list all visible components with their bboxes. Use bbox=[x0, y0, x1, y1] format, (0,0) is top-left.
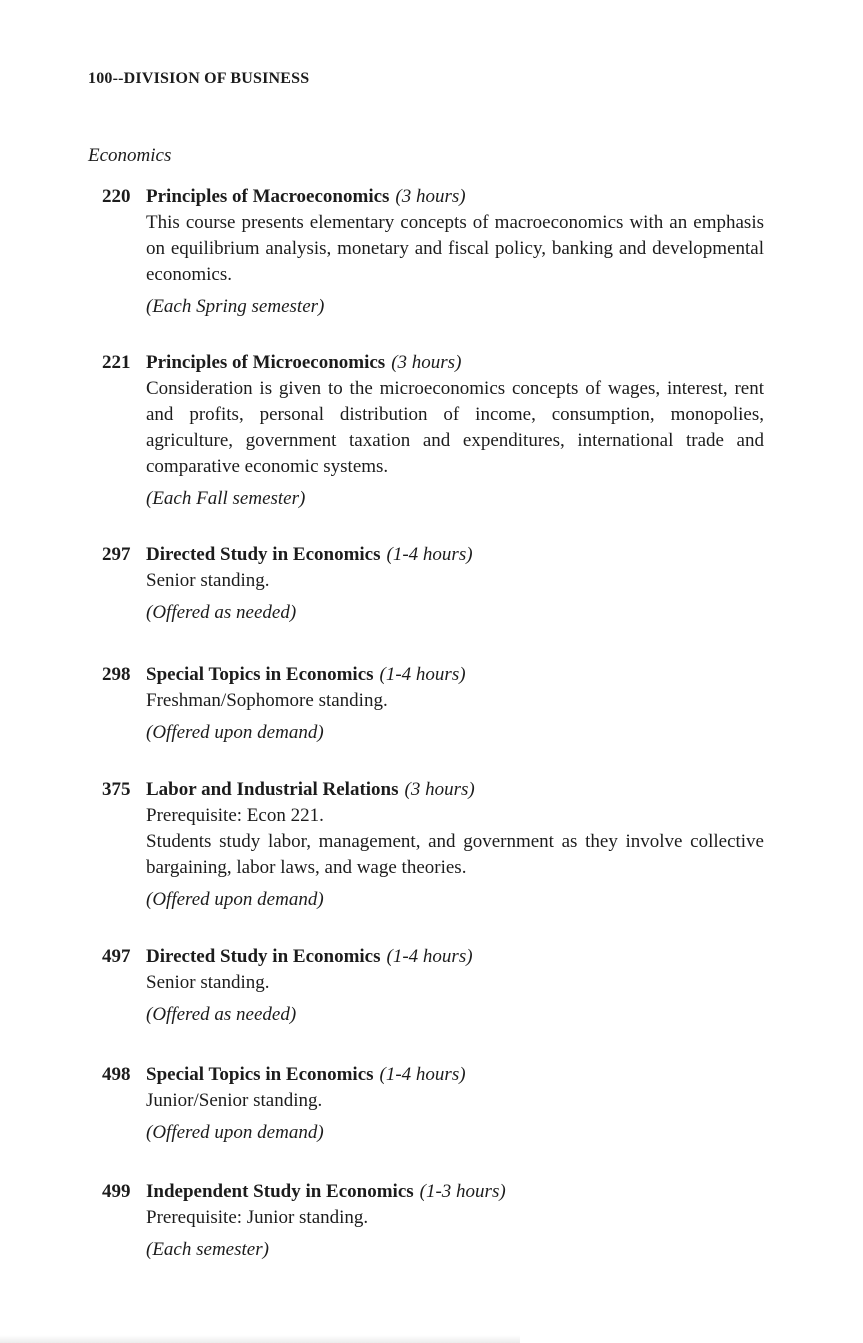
course-number: 297 bbox=[102, 544, 131, 565]
course-body bbox=[146, 210, 764, 320]
course-description: This course presents elementary concepts of macroeconomics with an emphasis on equilibrium analysis, monetary and fiscal policy, banking and developmental economics. bbox=[146, 212, 764, 285]
course-heading bbox=[102, 542, 764, 568]
course-heading bbox=[102, 1179, 764, 1205]
course-heading bbox=[102, 777, 764, 803]
course-body bbox=[146, 376, 764, 512]
course-number: 497 bbox=[102, 946, 131, 967]
course-hours: (1-4 hours) bbox=[379, 1064, 466, 1085]
course-offered: (Offered as needed) bbox=[146, 602, 297, 623]
course-description: Junior/Senior standing. bbox=[146, 1090, 323, 1111]
course-hours: (3 hours) bbox=[404, 779, 475, 800]
course-hours: (3 hours) bbox=[395, 186, 466, 207]
course-title: Directed Study in Economics bbox=[146, 544, 381, 565]
course-number: 298 bbox=[102, 664, 131, 685]
course-description: Freshman/Sophomore standing. bbox=[146, 690, 388, 711]
course-title: Special Topics in Economics bbox=[146, 1064, 374, 1085]
course-title: Principles of Macroeconomics bbox=[146, 186, 390, 207]
course-entry-297 bbox=[102, 542, 764, 626]
course-heading bbox=[102, 184, 764, 210]
course-offered: (Each Spring semester) bbox=[146, 296, 325, 317]
course-entry-221 bbox=[102, 350, 764, 512]
course-title: Principles of Microeconomics bbox=[146, 352, 386, 373]
course-hours: (3 hours) bbox=[391, 352, 462, 373]
course-number: 221 bbox=[102, 352, 131, 373]
course-offered: (Offered upon demand) bbox=[146, 889, 324, 910]
course-title: Special Topics in Economics bbox=[146, 664, 374, 685]
course-title: Independent Study in Economics bbox=[146, 1181, 414, 1202]
course-number: 498 bbox=[102, 1064, 131, 1085]
course-number: 499 bbox=[102, 1181, 131, 1202]
course-hours: (1-4 hours) bbox=[386, 946, 473, 967]
course-entry-497 bbox=[102, 944, 764, 1028]
course-hours: (1-4 hours) bbox=[386, 544, 473, 565]
course-heading bbox=[102, 944, 764, 970]
course-description: Consideration is given to the microeconomics concepts of wages, interest, rent and profits, personal distribution of income, consumption, monopolies, agriculture, government taxation and expenditures, international trade and comparative economic systems. bbox=[146, 378, 764, 477]
course-heading bbox=[102, 662, 764, 688]
course-number: 220 bbox=[102, 186, 131, 207]
course-body bbox=[146, 803, 764, 913]
section-title: Economics bbox=[88, 145, 172, 166]
course-hours: (1-4 hours) bbox=[379, 664, 466, 685]
course-body bbox=[146, 568, 764, 626]
course-body bbox=[146, 1088, 764, 1146]
course-entry-298 bbox=[102, 662, 764, 746]
course-body bbox=[146, 688, 764, 746]
course-description: Students study labor, management, and government as they involve collective bargaining, labor laws, and wage theories. bbox=[146, 831, 764, 878]
course-body bbox=[146, 970, 764, 1028]
course-entry-375 bbox=[102, 777, 764, 913]
course-offered: (Offered upon demand) bbox=[146, 1122, 324, 1143]
course-offered: (Offered upon demand) bbox=[146, 722, 324, 743]
course-prerequisite: Prerequisite: Junior standing. bbox=[146, 1207, 369, 1228]
course-description: Senior standing. bbox=[146, 972, 270, 993]
course-entry-498 bbox=[102, 1062, 764, 1146]
course-entry-499 bbox=[102, 1179, 764, 1263]
course-description: Senior standing. bbox=[146, 570, 270, 591]
page-header: 100--DIVISION OF BUSINESS bbox=[88, 70, 310, 87]
course-heading bbox=[102, 1062, 764, 1088]
course-entry-220 bbox=[102, 184, 764, 320]
course-title: Labor and Industrial Relations bbox=[146, 779, 399, 800]
course-prerequisite: Prerequisite: Econ 221. bbox=[146, 805, 324, 826]
course-body bbox=[146, 1205, 764, 1263]
scan-edge-shadow bbox=[0, 1335, 520, 1343]
course-offered: (Offered as needed) bbox=[146, 1004, 297, 1025]
course-heading bbox=[102, 350, 764, 376]
course-hours: (1-3 hours) bbox=[419, 1181, 506, 1202]
course-title: Directed Study in Economics bbox=[146, 946, 381, 967]
course-offered: (Each semester) bbox=[146, 1239, 269, 1260]
course-offered: (Each Fall semester) bbox=[146, 488, 306, 509]
course-number: 375 bbox=[102, 779, 131, 800]
